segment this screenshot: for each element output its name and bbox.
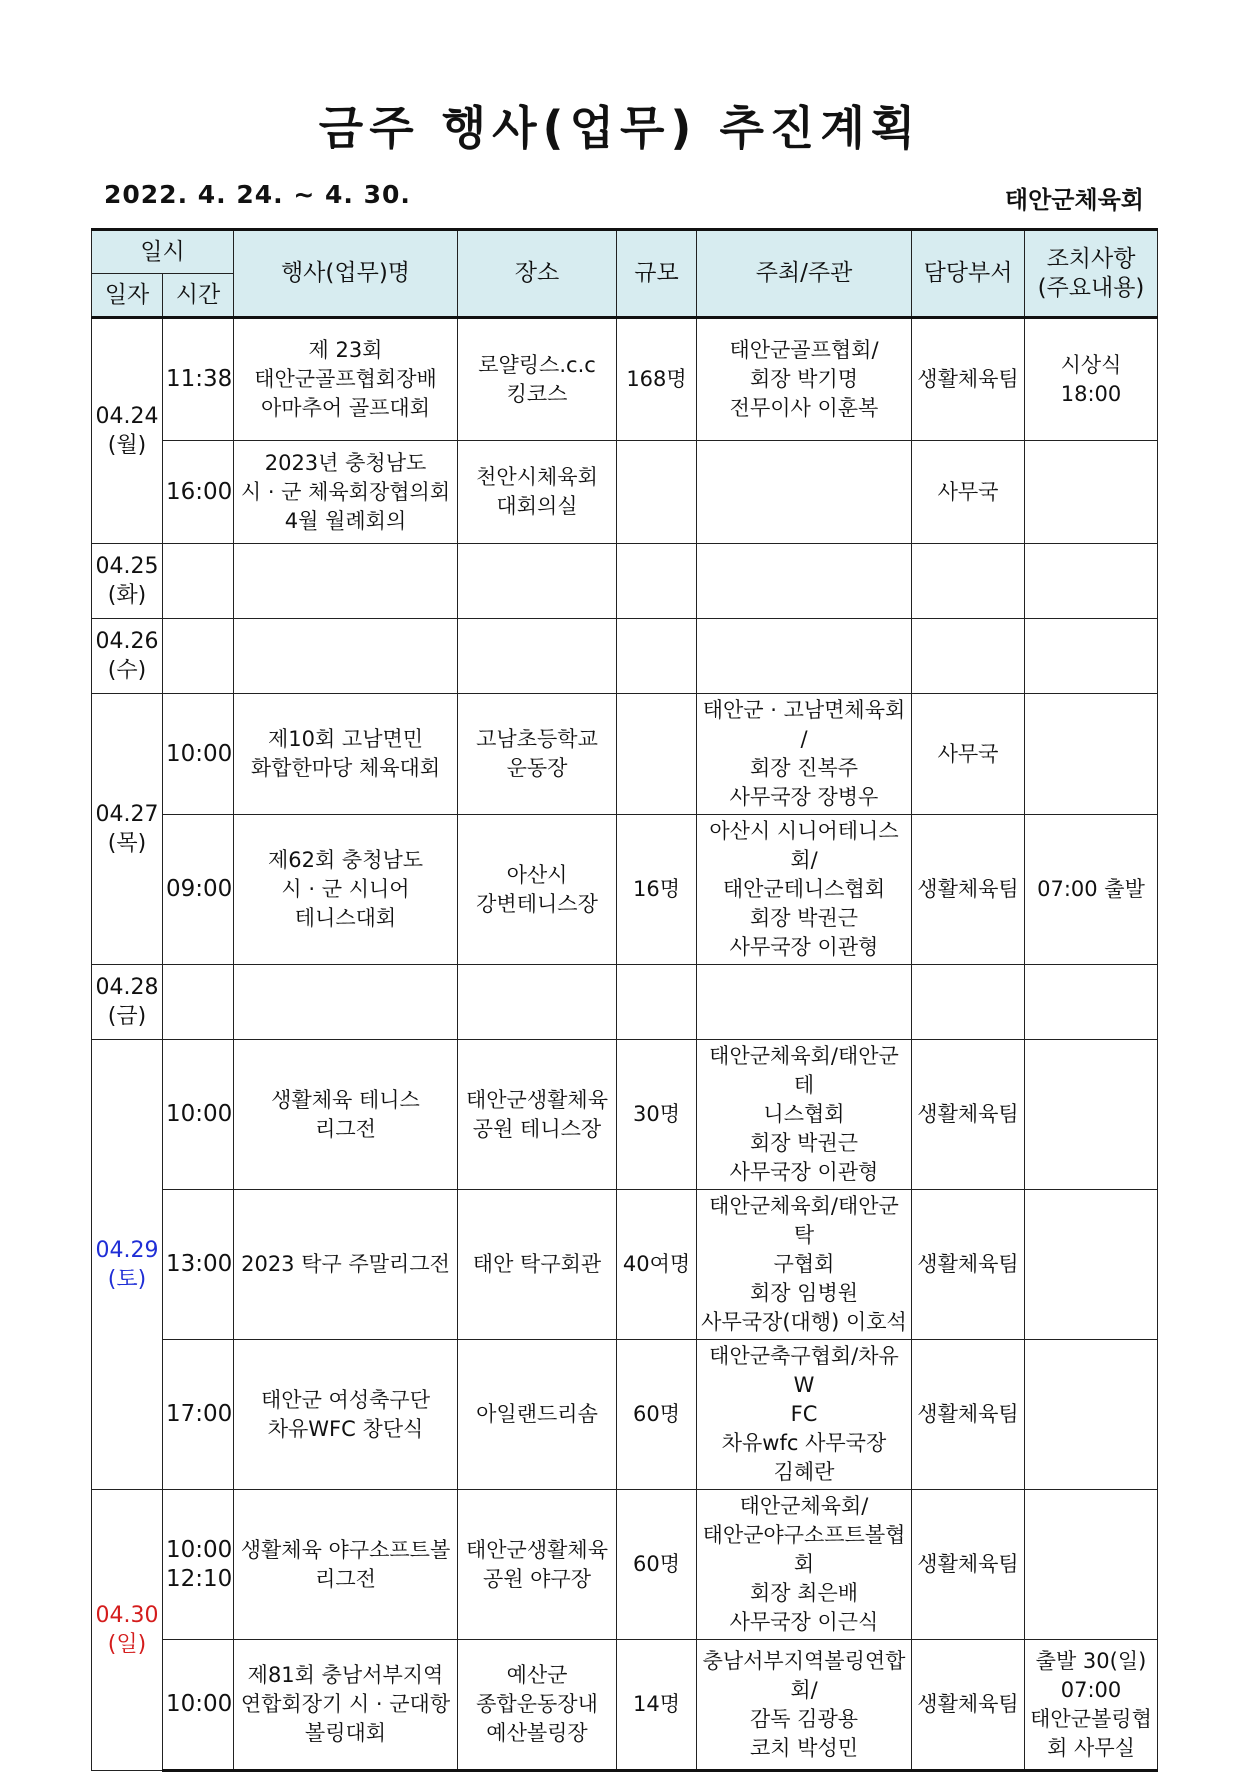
note-line: 태안군볼링협 [1030,1706,1152,1731]
event-name-line: 리그전 [315,1116,376,1141]
event-name-line: 시 · 군 체육회장협의회 [240,479,451,504]
event-name-line: 리그전 [315,1566,376,1591]
host-cell [697,1190,912,1340]
day-weekday: (화) [107,583,147,608]
note-cell [1025,441,1158,544]
day-date: 04.24 [95,404,159,429]
host-line: 감독 김광용 [749,1706,859,1731]
time-cell: 13:00 [163,1190,234,1340]
host-line: 태안군야구소프트볼협회 [702,1523,906,1576]
note-cell [1025,1340,1158,1490]
place-line: 예산군 [506,1663,568,1687]
note-cell [1025,619,1158,694]
day-date: 04.27 [95,802,159,827]
place-cell [458,1340,617,1490]
day-date: 04.29 [95,1237,159,1263]
dept-cell: 사무국 [912,441,1025,544]
host-line: 태안군 · 고남면체육회 / [702,698,906,751]
host-line: 태안군테니스협회 [722,877,886,901]
time-cell: 10:00 [163,1040,234,1190]
header-action-line1: 조치사항 [1046,245,1136,272]
note-cell [1025,1640,1158,1771]
header-dept: 담당부서 [912,230,1025,318]
host-line: 전무이사 이훈복 [729,396,879,420]
place-line: 공원 테니스장 [472,1116,602,1141]
day-date: 04.30 [95,1603,159,1628]
event-name-cell [234,1040,458,1190]
note-line: 회 사무실 [1047,1735,1135,1760]
event-name-cell [234,1190,458,1340]
place-line: 종합운동장내 [476,1692,598,1716]
place-cell [458,441,617,544]
event-name-line: 제10회 고남면민 [267,727,424,751]
place-cell [458,544,617,619]
day-cell [92,544,163,619]
event-name-line: 차유WFC 창단식 [267,1416,424,1441]
place-cell [458,694,617,815]
event-name-cell [234,965,458,1040]
host-line: 회장 박권근 [749,906,859,930]
note-line: 07:00 [1060,1677,1122,1702]
place-cell [458,318,617,441]
dept-cell: 생활체육팀 [912,1190,1025,1340]
host-line: 태안군골프협회/ [729,338,879,362]
host-cell [697,318,912,441]
header-action [1025,230,1158,318]
table-row [92,544,1158,619]
table-row [92,694,1158,815]
note-cell [1025,694,1158,815]
time-cell [163,619,234,694]
host-line: 회장 박기명 [749,367,859,391]
place-line: 공원 야구장 [482,1566,592,1591]
day-weekday: (금) [107,1004,147,1029]
time-cell [163,544,234,619]
day-cell [92,318,163,544]
time-cell: 10:00 [163,1640,234,1771]
host-line: 태안군체육회/태안군탁 [709,1194,899,1247]
event-name-line: 생활체육 야구소프트볼 [240,1537,451,1562]
event-name-cell [234,318,458,441]
dept-cell: 생활체육팀 [912,1640,1025,1771]
header-scale: 규모 [617,230,697,318]
host-line: 충남서부지역볼링연합회/ [702,1648,906,1702]
event-name-line: 제62회 충청남도 [267,848,424,872]
event-name-cell [234,1340,458,1490]
host-cell [697,1040,912,1190]
day-weekday: (토) [107,1266,147,1292]
time-cell: 11:38 [163,318,234,441]
event-name-line: 시 · 군 시니어 [281,877,410,901]
note-cell [1025,1190,1158,1340]
dept-cell [912,965,1025,1040]
event-name-cell [234,1490,458,1640]
place-cell [458,1190,617,1340]
place-line: 천안시체육회 [476,465,598,489]
host-cell [697,1490,912,1640]
table-row [92,1040,1158,1190]
time-cell [163,1490,234,1640]
day-cell [92,694,163,965]
header-place: 장소 [458,230,617,318]
place-cell [458,1490,617,1640]
place-line: 대회의실 [496,494,578,518]
event-name-cell [234,441,458,544]
event-name-line: 제 23회 [308,338,383,362]
place-cell [458,815,617,965]
dept-cell [912,619,1025,694]
header-host: 주최/주관 [697,230,912,318]
page-title: 금주 행사(업무) 추진계획 [318,101,922,155]
day-cell [92,1490,163,1771]
note-cell [1025,1040,1158,1190]
host-cell [697,694,912,815]
host-line: 회장 최은배 [749,1581,859,1605]
host-cell [697,1340,912,1490]
event-name-line: 4월 월례회의 [284,508,407,533]
note-cell [1025,1490,1158,1640]
day-weekday: (일) [107,1632,147,1657]
header-event: 행사(업무)명 [234,230,458,318]
event-name-cell [234,815,458,965]
host-line: 회장 임병원 [749,1281,859,1305]
dept-cell: 사무국 [912,694,1025,815]
day-date: 04.26 [95,629,159,654]
dept-cell: 생활체육팀 [912,1490,1025,1640]
time-cell: 09:00 [163,815,234,965]
day-weekday: (수) [107,658,147,683]
day-cell [92,1040,163,1490]
note-line: 출발 30(일) [1035,1648,1147,1673]
host-line: 차유wfc 사무국장 [721,1431,887,1455]
host-cell [697,815,912,965]
table-row [92,1190,1158,1340]
event-name-line: 아마추어 골프대회 [261,396,430,420]
time-cell: 16:00 [163,441,234,544]
host-cell [697,544,912,619]
host-cell [697,965,912,1040]
day-cell [92,965,163,1040]
event-name-line: 제81회 충남서부지역 [247,1663,444,1687]
host-line: 태안군체육회/ [739,1494,869,1518]
event-name-line: 태안군 여성축구단 [261,1387,430,1412]
place-line: 강변테니스장 [476,891,598,916]
host-line: FC [790,1402,818,1426]
dept-cell: 생활체육팀 [912,1040,1025,1190]
place-line: 고남초등학교 [476,727,598,751]
date-range: 2022. 4. 24. ~ 4. 30. [104,180,411,209]
place-cell [458,965,617,1040]
host-line: 회장 진복주 [749,756,859,780]
place-cell [458,1640,617,1771]
place-cell [458,619,617,694]
day-cell [92,619,163,694]
table-row [92,441,1158,544]
header-time: 시간 [163,274,234,318]
place-line: 킹코스 [506,381,568,406]
header-action-line2: (주요내용) [1037,274,1145,301]
event-name-line: 2023 탁구 주말리그전 [241,1252,450,1276]
event-name-cell [234,619,458,694]
host-line: 코치 박성민 [749,1735,859,1760]
host-line: 사무국장 장병우 [729,785,879,809]
host-line: 니스협회 [763,1102,845,1126]
scale-cell [617,441,697,544]
host-cell [697,1640,912,1771]
time-cell: 10:00 [163,694,234,815]
table-row [92,815,1158,965]
place-line: 태안군생활체육 [465,1537,608,1562]
scale-cell: 40여명 [617,1190,697,1340]
day-weekday: (목) [107,831,147,856]
note-cell [1025,318,1158,441]
scale-cell: 60명 [617,1340,697,1490]
table-row [92,1340,1158,1490]
note-cell [1025,815,1158,965]
scale-cell [617,544,697,619]
organization-name: 태안군체육회 [1004,186,1144,214]
dept-cell: 생활체육팀 [912,815,1025,965]
scale-cell: 60명 [617,1490,697,1640]
scale-cell: 16명 [617,815,697,965]
host-line: 회장 박권근 [749,1131,859,1155]
scale-cell: 168명 [617,318,697,441]
table-row [92,1640,1158,1771]
scale-cell: 14명 [617,1640,697,1771]
table-row [92,965,1158,1040]
header-datetime: 일시 [92,230,234,274]
event-name-line: 볼링대회 [304,1721,387,1745]
note-line: 07:00 출발 [1037,877,1145,901]
host-line: 김혜란 [773,1460,835,1484]
host-line: 사무국장 이관형 [729,935,879,959]
scale-cell [617,965,697,1040]
time-end: 12:10 [166,1565,233,1592]
note-cell [1025,965,1158,1040]
event-name-cell [234,694,458,815]
place-line: 예산볼링장 [486,1721,588,1745]
event-name-cell [234,544,458,619]
day-date: 04.25 [95,554,159,579]
place-line: 운동장 [506,756,568,780]
dept-cell: 생활체육팀 [912,318,1025,441]
host-line: 아산시 시니어테니스회/ [709,819,899,872]
time-cell: 17:00 [163,1340,234,1490]
header-date: 일자 [92,274,163,318]
host-line: 구협회 [773,1252,835,1276]
dept-cell: 생활체육팀 [912,1340,1025,1490]
note-cell [1025,544,1158,619]
place-line: 태안군생활체육 [465,1087,608,1112]
schedule-table [91,228,1158,1772]
host-line: 태안군체육회/태안군테 [709,1044,899,1097]
place-line: 아일랜드리솜 [476,1402,598,1426]
host-line: 태안군축구협회/차유W [709,1344,899,1397]
host-line: 사무국장 이근식 [729,1610,879,1634]
scale-cell: 30명 [617,1040,697,1190]
table-row [92,1490,1158,1640]
day-weekday: (월) [107,433,147,458]
time-start: 10:00 [166,1536,233,1563]
scale-cell [617,619,697,694]
note-line: 시상식 18:00 [1060,352,1122,406]
event-name-line: 생활체육 테니스 [271,1087,420,1112]
time-cell [163,965,234,1040]
host-line: 사무국장 이관형 [729,1160,879,1184]
host-cell [697,441,912,544]
event-name-line: 2023년 충청남도 [264,450,427,475]
event-name-cell [234,1640,458,1771]
event-name-line: 테니스대회 [294,906,397,930]
day-date: 04.28 [95,975,159,1000]
dept-cell [912,544,1025,619]
host-cell [697,619,912,694]
host-line: 사무국장(대행) 이호석 [701,1310,907,1334]
event-name-line: 연합회장기 시 · 군대항 [240,1692,451,1716]
table-row [92,318,1158,441]
place-line: 로얄링스.c.c [478,352,596,377]
place-line: 아산시 [506,862,568,887]
event-name-line: 화합한마당 체육대회 [250,756,441,780]
scale-cell [617,694,697,815]
place-cell [458,1040,617,1190]
event-name-line: 태안군골프협회장배 [254,367,437,391]
table-row [92,619,1158,694]
place-line: 태안 탁구회관 [472,1252,602,1276]
